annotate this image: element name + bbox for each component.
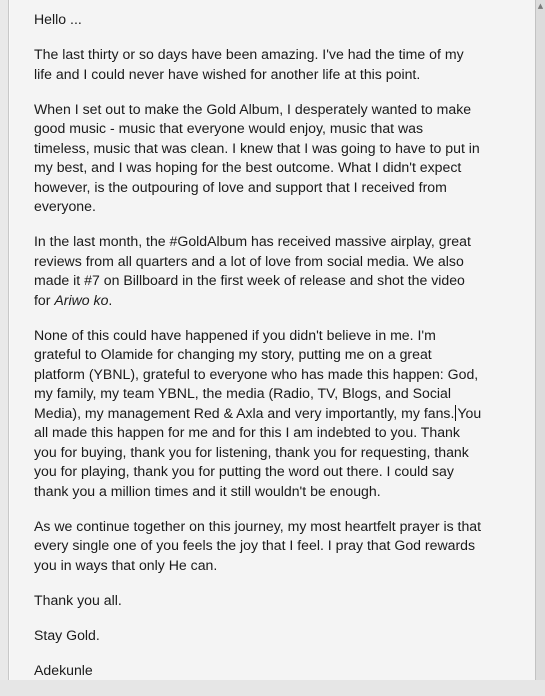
letter-body[interactable] (34, 10, 524, 696)
text-line: good music - music that everyone would enjoy, music that was (34, 120, 424, 136)
text-line: In the last month, the #GoldAlbum has received massive airplay, great (34, 233, 471, 249)
text-line: platform (YBNL), grateful to everyone who has made this happen: God, (34, 365, 479, 382)
text-line: timeless, music that was clean. I knew that I was going to have to put in (34, 139, 480, 156)
text-fragment: Media), my management Red & Axla and very importantly, my fans. (34, 404, 455, 421)
greeting (34, 10, 524, 30)
text-line: The last thirty or so days have been amazing. I've had the time of my (34, 46, 464, 62)
text-line: Thank you all. (34, 591, 122, 608)
text-line: all made this happen for me and for this I am indebted to you. Thank (34, 424, 460, 440)
text-fragment: . (108, 291, 113, 308)
document-frame (8, 0, 537, 680)
text-line: reviews from all quarters and a lot of love from social media. We also (34, 252, 464, 269)
text-line (34, 404, 524, 424)
text-line: however, is the outpouring of love and support that I received from (34, 178, 447, 195)
text-line: you for buying, thank you for listening, thank you for requesting, thank (34, 443, 469, 460)
text-line: Stay Gold. (34, 626, 100, 643)
text-line: my family, my team YBNL, the media (Radio, TV, Blogs, and Social (34, 385, 451, 401)
text-line: Adekunle (34, 661, 93, 678)
paragraph-1 (34, 45, 524, 84)
text-line: you for playing, thank you for putting the word out there. I could say (34, 463, 454, 479)
text-line: my best, and I was hoping for the best outcome. What I didn't expect (34, 159, 462, 175)
text-line: every single one of you feels the joy that I feel. I pray that God rewards (34, 537, 476, 553)
text-fragment: for (34, 291, 55, 308)
text-line: made it #7 on Billboard in the first week of release and shot the video (34, 272, 465, 288)
text-line: grateful to Olamide for changing my story, putting me on a great (34, 346, 432, 362)
text-fragment: You (457, 404, 482, 421)
closing-stay-gold (34, 626, 524, 646)
text-line: As we continue together on this journey, my most heartfelt prayer is that (34, 517, 482, 534)
paragraph-4 (34, 326, 524, 502)
text-line: Hello ... (34, 11, 82, 27)
text-line: thank you a million times and it still wouldn't be enough. (34, 482, 381, 499)
text-line: When I set out to make the Gold Album, I desperately wanted to make (34, 100, 472, 117)
vertical-scrollbar[interactable] (535, 0, 545, 680)
text-line: life and I could never have wished for another life at this point. (34, 65, 421, 82)
paragraph-5 (34, 517, 524, 576)
text-line (34, 291, 524, 311)
song-title: Ariwo ko (54, 291, 109, 308)
closing-thanks (34, 591, 524, 611)
paragraph-2 (34, 100, 524, 217)
text-line: everyone. (34, 198, 96, 214)
signature (34, 661, 524, 681)
text-line: None of this could have happened if you didn't believe in me. I'm (34, 326, 436, 343)
paragraph-3 (34, 232, 524, 310)
text-line: you in ways that only He can. (34, 556, 218, 573)
chevron-up-icon[interactable]: ▲ (537, 2, 544, 10)
